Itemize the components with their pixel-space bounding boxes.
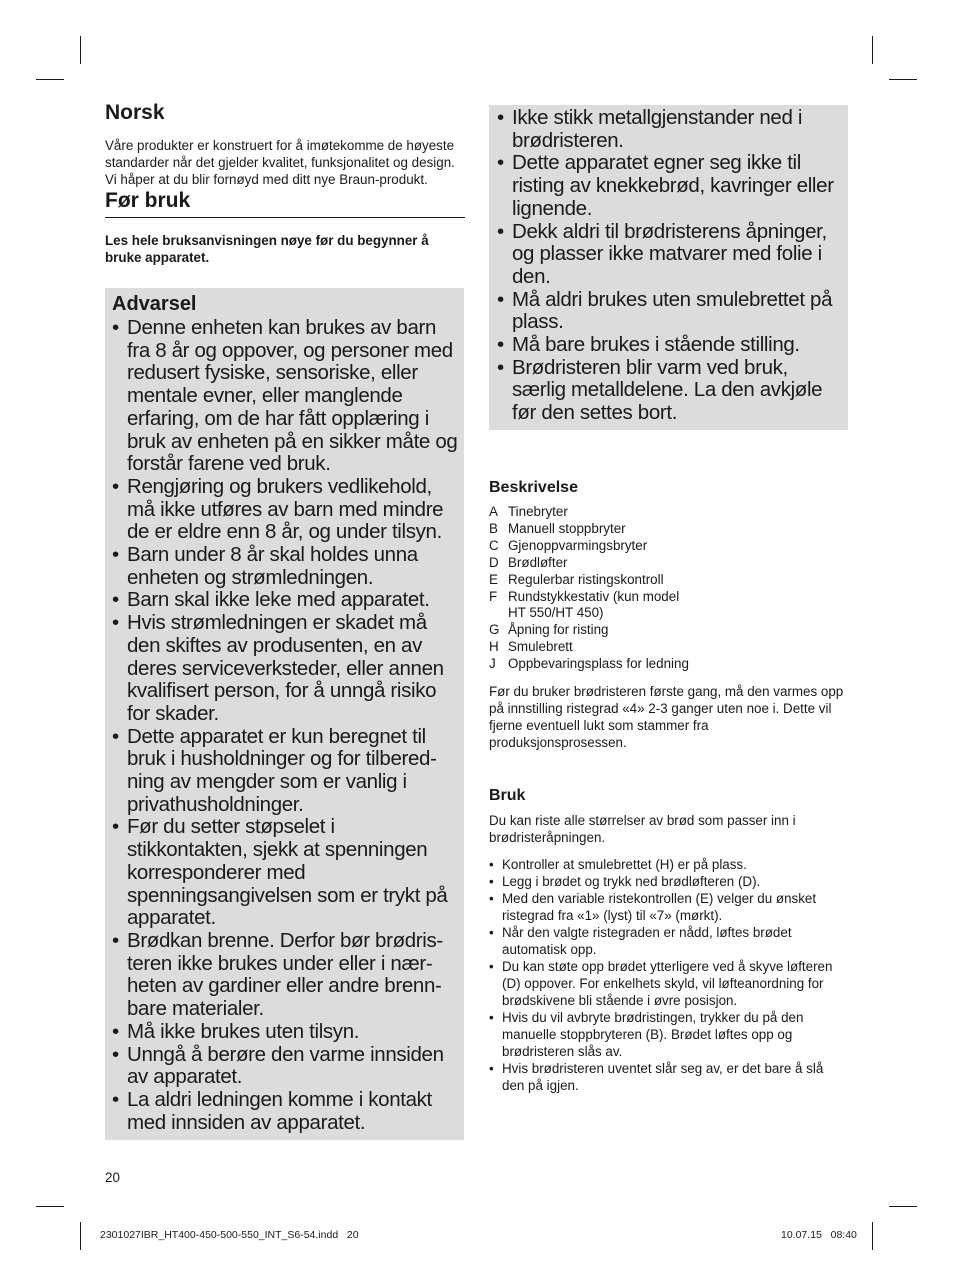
warning-item: • Hvis strømledningen er skadet må den skiftes av produsenten, en av deres serviceverksteder, eller annen kvalifisert person, for å unngå risiko for skader. — [112, 612, 458, 726]
warning-box — [105, 288, 464, 1140]
warning-item: • Barn skal ikke leke med apparatet. — [112, 589, 458, 612]
crop-mark — [80, 36, 81, 64]
description-item: E Regulerbar ristingskontroll — [489, 571, 664, 587]
description-item: D Brødløfter — [489, 554, 568, 570]
use-step: • Når den valgte ristegraden er nådd, løftes brødet automatisk opp. — [489, 924, 849, 958]
crop-mark — [36, 1206, 64, 1207]
page-number: 20 — [105, 1170, 120, 1185]
description-item: H Smulebrett — [489, 639, 573, 655]
crop-mark — [889, 1206, 917, 1207]
description-title: Beskrivelse — [489, 479, 578, 496]
print-date-time: 10.07.15 08:40 — [781, 1229, 857, 1241]
use-step: • Du kan støte opp brødet ytterligere ved å skyve løfteren (D) oppover. For enkelhets skyld, vil løfteanordning for brødskivene bli stående i øvre posisjon. — [489, 958, 849, 1009]
right-column — [489, 105, 849, 1094]
warning-box-continued — [489, 105, 848, 430]
first-use-text: Før du bruker brødristeren første gang, må den varmes opp på innstilling ristegrad «4» 2-3 ganger uten noe i. Dette vil fjerne eventuell lukt som stammer fra produksjonsprosessen. — [489, 684, 844, 751]
warning-item: • La aldri ledningen komme i kontakt med innsiden av apparatet. — [112, 1089, 458, 1134]
description-item: B Manuell stoppbryter — [489, 520, 626, 536]
warning-item: • Brødristeren blir varm ved bruk, særlig metalldelene. La den avkjøle før den settes bort. — [497, 357, 840, 425]
use-step: • Legg i brødet og trykk ned brødløfteren (D). — [489, 873, 849, 890]
use-step: • Kontroller at smulebrettet (H) er på plass. — [489, 856, 849, 873]
crop-mark — [872, 36, 873, 64]
description-list — [489, 504, 849, 673]
use-step: • Hvis du vil avbryte brødristingen, trykker du på den manuelle stoppbryteren (B). Brødet løftes opp og brødristeren slås av. — [489, 1009, 849, 1060]
description-item: F Rundstykkestativ (kun model HT 550/HT 450) — [489, 588, 680, 621]
file-info: 2301027IBR_HT400-450-500-550_INT_S6-54.indd 20 — [100, 1229, 359, 1241]
warning-item: • Barn under 8 år skal holdes unna enheten og strømledningen. — [112, 544, 458, 589]
language-title: Norsk — [105, 101, 165, 124]
crop-mark — [889, 79, 917, 80]
use-intro: Du kan riste alle størrelser av brød som passer inn i brødristeråpningen. — [489, 813, 796, 846]
description-item: C Gjenoppvarmingsbryter — [489, 537, 648, 553]
crop-mark — [80, 1222, 81, 1250]
description-item: A Tinebryter — [489, 504, 568, 519]
warning-item: • Før du setter støpselet i stikkontakten, sjekk at spenningen korresponderer med spenningsangivelsen som er trykt på apparatet. — [112, 816, 458, 930]
warning-list — [112, 317, 458, 1134]
warning-item: • Unngå å berøre den varme innsiden av apparatet. — [112, 1044, 458, 1089]
warning-item: • Dekk aldri til brødristerens åpninger, og plasser ikke matvarer med folie i den. — [497, 221, 840, 289]
warning-item: • Må aldri brukes uten smulebrettet på plass. — [497, 289, 840, 334]
use-steps — [489, 856, 849, 1094]
warning-item: • Ikke stikk metallgjenstander ned i brødristeren. — [497, 107, 840, 152]
warning-item: • Må bare brukes i stående stilling. — [497, 334, 840, 357]
warning-item: • Brødkan brenne. Derfor bør brødris-teren ikke brukes under eller i nær-heten av gardiner eller andre brenn-bare materialer. — [112, 930, 458, 1021]
crop-mark — [872, 1222, 873, 1250]
warning-list-continued — [497, 107, 840, 425]
use-title: Bruk — [489, 787, 526, 805]
description-item: J Oppbevaringsplass for ledning — [489, 656, 689, 672]
intro-text: Våre produkter er konstruert for å imøtekomme de høyeste standarder når det gjelder kvalitet, funksjonalitet og design. Vi håper at du blir fornøyd med ditt nye Braun-produkt. — [105, 138, 455, 187]
before-use-note: Les hele bruksanvisningen nøye før du begynner å bruke apparatet. — [105, 233, 429, 265]
warning-item: • Må ikke brukes uten tilsyn. — [112, 1021, 458, 1044]
crop-mark — [36, 79, 64, 80]
warning-item: • Rengjøring og brukers vedlikehold, må ikke utføres av barn med mindre de er eldre enn 8 år, og under tilsyn. — [112, 476, 458, 544]
use-step: • Med den variable ristekontrollen (E) velger du ønsket ristegrad fra «1» (lyst) til «7» (mørkt). — [489, 890, 849, 924]
warning-item: • Dette apparatet er kun beregnet til bruk i husholdninger og for tilbered-ning av mengder som er vanlig i privathusholdninger. — [112, 726, 458, 817]
warning-item: • Denne enheten kan brukes av barn fra 8 år og oppover, og personer med redusert fysiske, sensoriske, eller mentale evner, eller manglende erfaring, om de har fått opplæring i bruk av enheten på en sikker måte og forstår farene ved bruk. — [112, 317, 458, 476]
warning-item: • Dette apparatet egner seg ikke til risting av knekkebrød, kavringer eller lignende. — [497, 152, 840, 220]
description-item: G Åpning for risting — [489, 622, 609, 638]
left-column — [105, 100, 465, 1140]
use-step: • Hvis brødristeren uventet slår seg av, er det bare å slå den på igjen. — [489, 1060, 849, 1094]
warning-title: Advarsel — [112, 293, 197, 315]
before-use-title: Før bruk — [105, 188, 465, 218]
